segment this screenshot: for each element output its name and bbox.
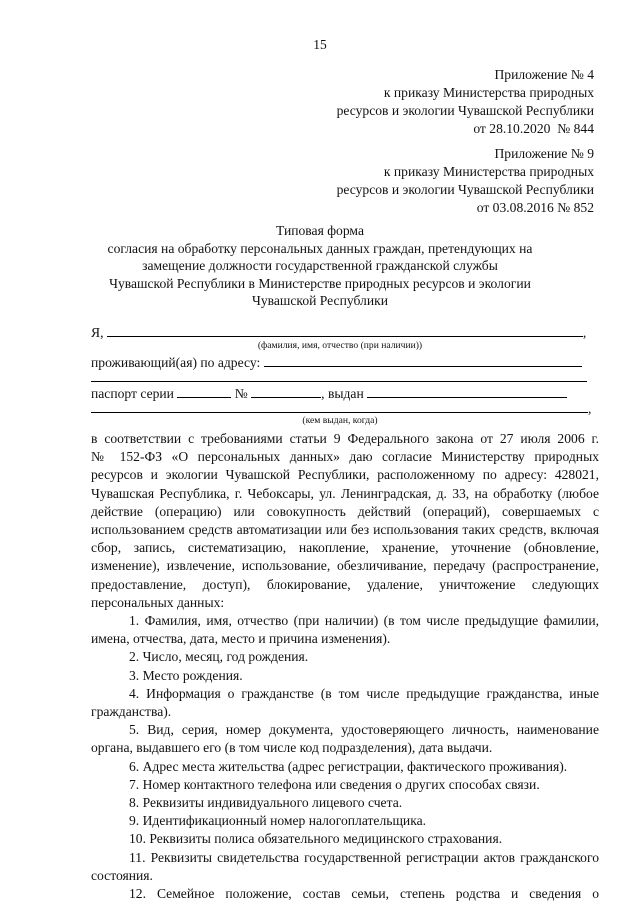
appendix-ministry-line: ресурсов и экологии Чувашской Республики: [336, 182, 594, 197]
issued-caption: (кем выдан, когда): [302, 415, 378, 426]
issued-blank[interactable]: [367, 384, 567, 398]
appendix-number: Приложение № 4: [494, 67, 594, 82]
address-blank-2[interactable]: [91, 368, 587, 382]
title-line: Типовая форма: [276, 223, 364, 238]
appendix-ministry-line: ресурсов и экологии Чувашской Республики: [336, 103, 594, 118]
page-number: 15: [313, 37, 327, 52]
address-label: проживающий(ая) по адресу:: [91, 355, 261, 370]
title-line: замещение должности государственной гражданской службы: [142, 258, 498, 273]
list-item: 12. Семейное положение, состав семьи, степень родства и сведения о: [129, 886, 599, 902]
appendix-date-line: от 03.08.2016 № 852: [476, 200, 594, 215]
consent-body: [91, 430, 599, 903]
title-line: Чувашской Республики в Министерстве природных ресурсов и экологии: [109, 275, 531, 291]
appendix-header-current: [234, 66, 594, 138]
list-item: 7. Номер контактного телефона или сведения о других способах связи.: [129, 776, 540, 792]
list-item: 3. Место рождения.: [129, 667, 243, 683]
appendix-header-original: [234, 145, 594, 217]
appendix-number: Приложение № 9: [494, 146, 594, 161]
comma: ,: [582, 325, 587, 340]
issued-blank-2[interactable]: [91, 399, 588, 413]
fio-caption: (фамилия, имя, отчество (при наличии)): [257, 340, 423, 351]
appendix-order-line: к приказу Министерства природных: [383, 164, 594, 179]
list-item: 10. Реквизиты полиса обязательного медицинского страхования.: [129, 831, 503, 847]
fio-row: [91, 323, 595, 341]
ya-label: Я,: [91, 325, 104, 340]
appendix-order-line: к приказу Министерства природных: [383, 85, 594, 100]
title-line: Чувашской Республики: [252, 293, 388, 308]
list-item: 1. Фамилия, имя, отчество (при наличии) (в том числе предыдущие фамилии, имена, отчества, дата, место и причина изменения).: [91, 613, 599, 647]
passport-number-blank[interactable]: [251, 384, 321, 398]
passport-number-label: №: [234, 386, 248, 401]
intro-paragraph: № 152-ФЗ «О персональных данных» даю согласие Министерству природных ресурсов и экологии Чувашской Республики, расположенному по адресу: 428021, Чувашская Республика, г. Чебоксары, ул. Ленинградская, д. 33, на обработку (любое действие (операцию) или совокупность действий (операций), совершаемых с использованием средств автоматизации или без использования таких средств, включая сбор, запись, систематизацию, накопление, хранение, уточнение (обновление, изменение), извлечение, использование, обезличивание, передачу (распространение, предоставление, доступ), блокирование, удаление, уничтожение следующих персональных данных:: [91, 449, 599, 610]
list-item: 6. Адрес места жительства (адрес регистрации, фактического проживания).: [129, 758, 568, 774]
list-item: 5. Вид, серия, номер документа, удостоверяющего личность, наименование органа, выдавшего его (в том числе код подразделения), дата выдачи.: [91, 722, 599, 756]
list-item: 2. Число, месяц, год рождения.: [129, 649, 309, 665]
passport-series-label: паспорт серии: [91, 386, 174, 401]
comma: ,: [588, 401, 592, 416]
address-blank[interactable]: [264, 353, 582, 367]
title-line: согласия на обработку персональных данных граждан, претендующих на: [107, 240, 533, 256]
list-item: 4. Информация о гражданстве (в том числе предыдущие гражданства, иные гражданства).: [91, 685, 599, 720]
form-title: [90, 222, 550, 310]
issued-label: , выдан: [321, 386, 364, 401]
passport-series-blank[interactable]: [177, 384, 231, 398]
intro-first-line: в соответствии с требованиями статьи 9 Федерального закона от 27 июля 2006 г.: [91, 431, 599, 446]
fio-blank[interactable]: [107, 323, 583, 337]
list-item: 8. Реквизиты индивидуального лицевого счета.: [129, 795, 403, 811]
appendix-date-line: от 28.10.2020 № 844: [473, 121, 594, 136]
list-item: 11. Реквизиты свидетельства государственной регистрации актов гражданского состояния.: [91, 849, 599, 883]
list-item: 9. Идентификационный номер налогоплательщика.: [129, 813, 427, 829]
